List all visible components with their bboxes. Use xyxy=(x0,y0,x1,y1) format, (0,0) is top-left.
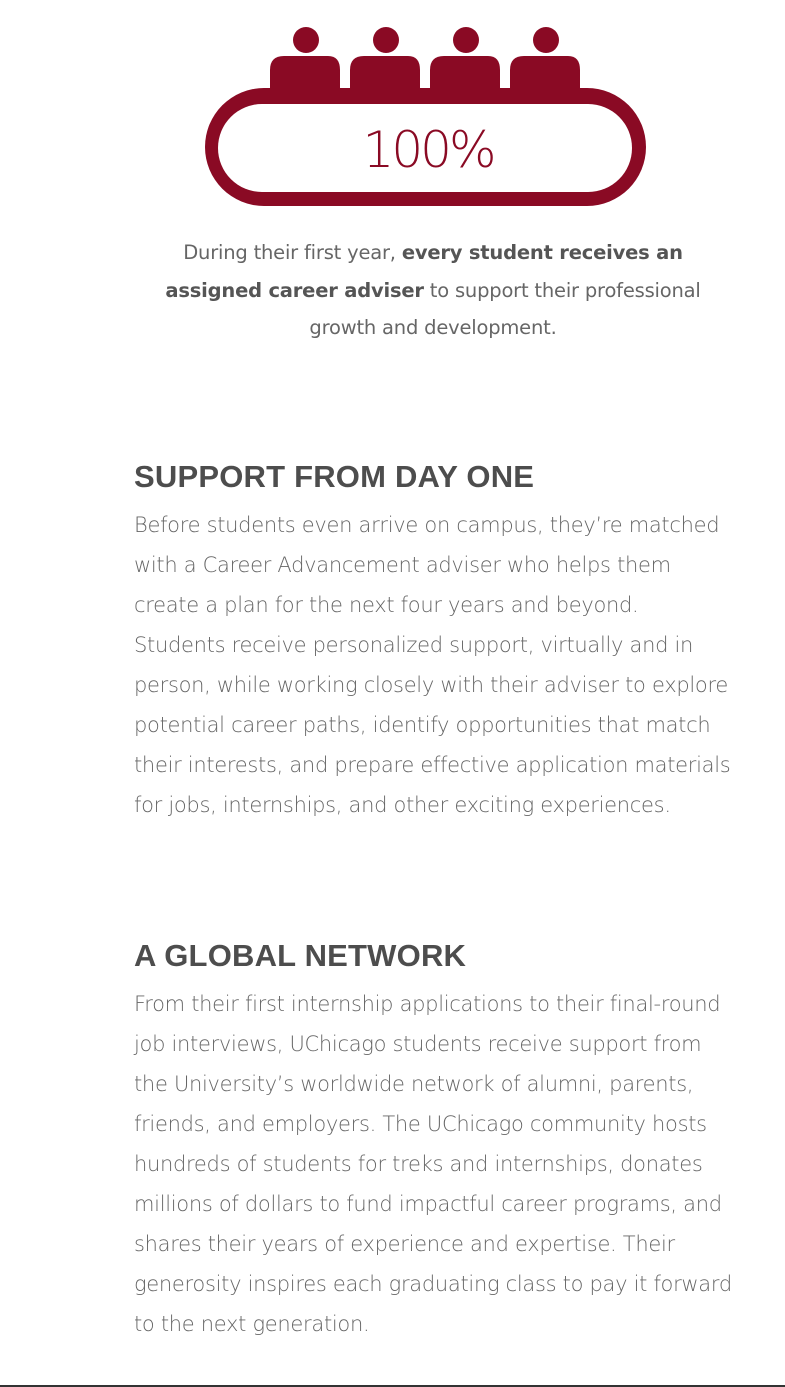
section-body: Before students even arrive on campus, they’re matched with a Career Advancement adviser who helps them create a plan for the next four years and beyond. Students receive personalized support, virtually and in person, while working closely with their adviser to explore potential career paths, identify opportunities that match their interests, and prepare effective application materials for jobs, internships, and other exciting experiences. xyxy=(134,513,731,817)
stat-caption-intro: During their first year, xyxy=(183,241,402,264)
section-title: SUPPORT FROM DAY ONE xyxy=(134,459,535,494)
stat-value: 100% xyxy=(362,121,494,179)
stat-caption-highlight: every student receives an assigned career adviser xyxy=(165,241,683,302)
support-section xyxy=(134,457,734,825)
stat-caption xyxy=(140,234,726,347)
section-body: From their first internship applications to their final-round job interviews, UChicago students receive support from the University’s worldwide network of alumni, parents, friends, and employers. The UChicago community hosts hundreds of students for treks and internships, donates millions of dollars to fund impactful career programs, and shares their years of experience and expertise. Their generosity inspires each graduating class to pay it forward to the next generation. xyxy=(134,992,732,1336)
section-title: A GLOBAL NETWORK xyxy=(134,938,467,973)
network-section xyxy=(134,936,734,1344)
advisers-infographic xyxy=(0,0,785,215)
stat-caption-outro: to support their professional growth and development. xyxy=(309,278,701,339)
